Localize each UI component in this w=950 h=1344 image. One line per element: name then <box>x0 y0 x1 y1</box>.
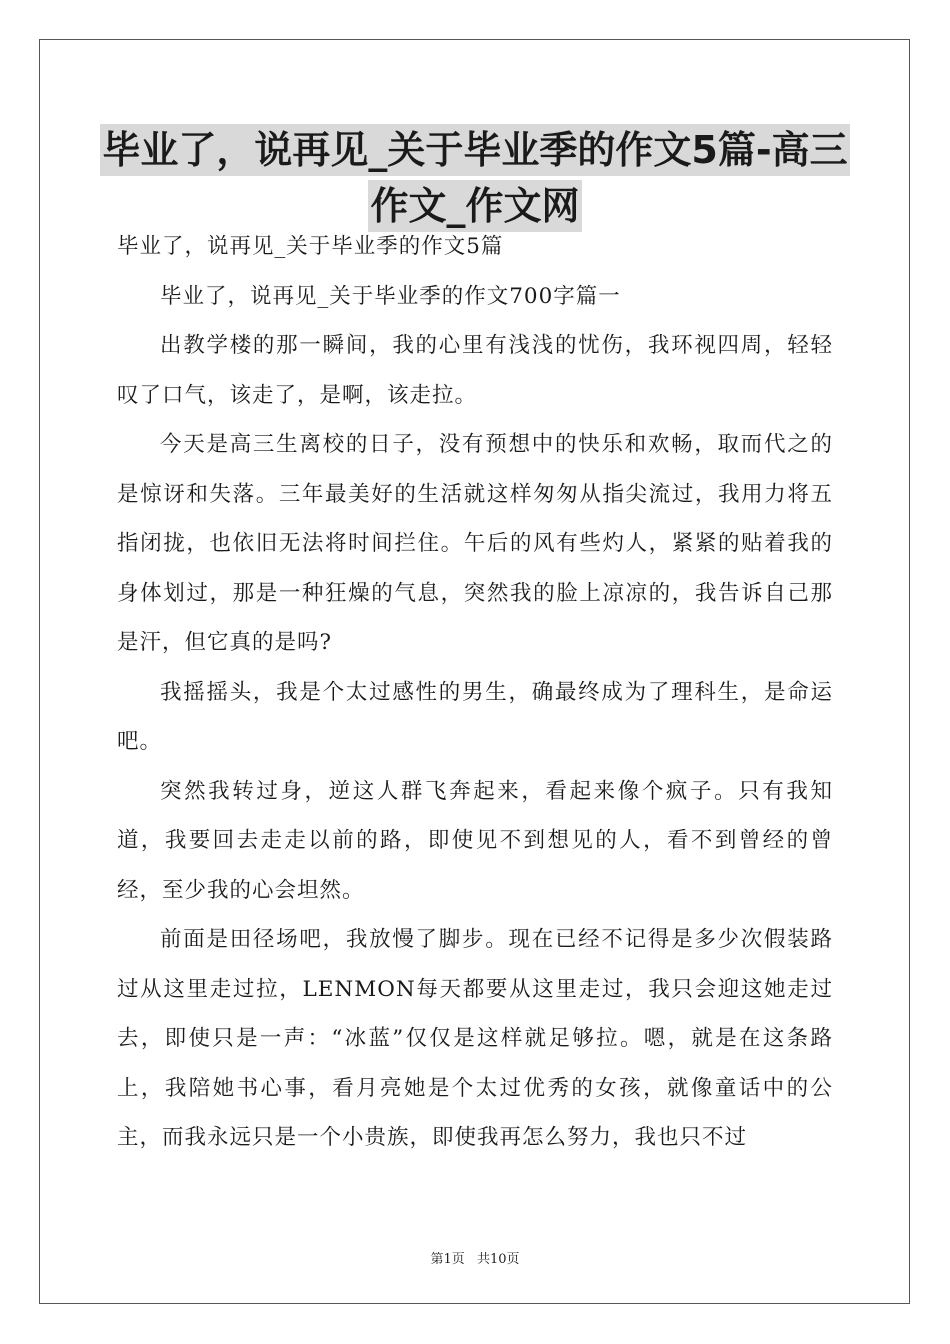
subtitle: 毕业了，说再见_关于毕业季的作文5篇 <box>117 234 504 259</box>
paragraph: 突然我转过身，逆这人群飞奔起来，看起来像个疯子。只有我知道，我要回去走走以前的路，即使见不到想见的人，看不到曾经的曾经，至少我的心会坦然。 <box>117 778 833 903</box>
section-heading: 毕业了，说再见_关于毕业季的作文700字篇一 <box>160 283 621 309</box>
document-title <box>60 122 890 234</box>
page-total: 共10页 <box>476 1252 520 1267</box>
title-line-1: 毕业了，说再见_关于毕业季的作文5篇-高三 <box>100 124 849 176</box>
paragraph: 今天是高三生离校的日子，没有预想中的快乐和欢畅，取而代之的是惊讶和失落。三年最美好的生活就这样匆匆从指尖流过，我用力将五指闭拢，也依旧无法将时间拦住。午后的风有些灼人，紧紧的贴着我的身体划过，那是一种狂燥的气息，突然我的脸上凉凉的，我告诉自己那是汗，但它真的是吗? <box>117 432 833 655</box>
page-footer <box>0 1248 950 1267</box>
document-body <box>117 222 833 1163</box>
page-number: 第1页 <box>430 1252 465 1267</box>
paragraph: 我摇摇头，我是个太过感性的男生，确最终成为了理科生，是命运吧。 <box>117 679 833 754</box>
paragraph: 出教学楼的那一瞬间，我的心里有浅浅的忧伤，我环视四周，轻轻叹了口气，该走了，是啊，该走拉。 <box>117 333 833 408</box>
paragraph: 前面是田径场吧，我放慢了脚步。现在已经不记得是多少次假装路过从这里走过拉，LENMON每天都要从这里走过，我只会迎这她走过去，即使只是一声：“冰蓝”仅仅是这样就足够拉。嗯，就是在这条路上，我陪她书心事，看月亮她是个太过优秀的女孩，就像童话中的公主，而我永远只是一个小贵族，即使我再怎么努力，我也只不过 <box>117 927 833 1150</box>
title-line-2: 作文_作文网 <box>368 180 581 232</box>
